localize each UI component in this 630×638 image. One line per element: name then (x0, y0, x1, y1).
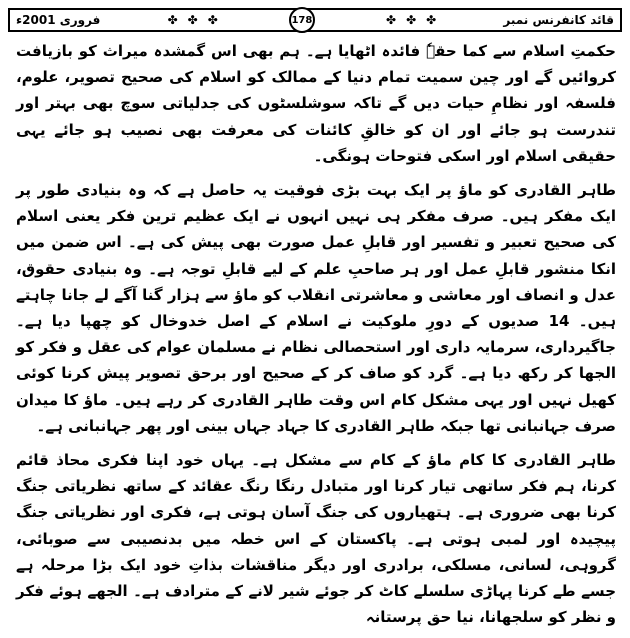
paragraph: حکمتِ اسلام سے کما حقہٗ فائدہ اٹھایا ہے۔ ہم بھی اس گمشدہ میراث کو بازیافت کروائیں گے اور چین سمیت تمام دنیا کے ممالک کو اسلام کی صحیح تصویر، علوم، فلسفہ اور نظامِ حیات دیں گے تاکہ سوشلسٹوں کی جدلیاتی سوچ بھی بہتر اور تندرست ہو جائے اور ان کو خالقِ کائنات کی معرفت بھی نصیب ہو جائے یہی حقیقی اسلام اور اسکی فتوحات ہونگی۔ (16, 42, 616, 165)
page-header (8, 8, 622, 32)
issue-date: فروری 2001ء (16, 13, 101, 27)
paragraph: طاہر القادری کا کام ماؤ کے کام سے مشکل ہے۔ یہاں خود اپنا فکری محاذ قائم کرنا، ہم فکر ساتھی تیار کرنا اور متبادل رنگا رنگ عقائد کے ساتھ نظریاتی جنگ کرنا بھی ضروری ہے۔ ہتھیاروں کی جنگ آسان ہوتی ہے، فکری اور نظریاتی جنگ پیچیدہ اور لمبی ہوتی ہے۔ پاکستان کے اس خطہ میں بدنصیبی سے صوبائی، گروہی، لسانی، مسلکی، برادری اور دیگر مناقشات بذاتِ خود ایک بڑا مرحلہ ہے جسے طے کرنا پہاڑی سلسلے کاٹ کر جوئے شیر لانے کے مترادف ہے۔ الجھے ہوئے فکر و نظر کو سلجھانا، نیا حق پرستانہ (16, 451, 616, 627)
paragraph: طاہر القادری کو ماؤ پر ایک بہت بڑی فوقیت یہ حاصل ہے کہ وہ بنیادی طور پر ایک مفکر ہیں۔ صرف مفکر ہی نہیں انہوں نے ایک عظیم ترین فکر یعنی اسلام کی صحیح تعبیر و تفسیر اور قابلِ عمل صورت بھی پیش کی ہے۔ اس ضمن میں انکا منشور قابلِ عمل اور ہر صاحبِ علم کے لیے قابلِ توجہ ہے۔ وہ بنیادی حقوق، عدل و انصاف اور معاشی و معاشرتی انقلاب کو ماؤ سے ہزار گنا آگے لے جانا چاہتے ہیں۔ 14 صدیوں کے دورِ ملوکیت نے اسلام کے اصل خدوخال کو چھپا دیا ہے۔ جاگیرداری، سرمایہ داری اور استحصالی نظام نے مسلمان عوام کی عقل و فکر کو الجھا کر رکھ دیا ہے۔ گرد کو صاف کر کے صحیح اور برحق تصویر پیش کرنا کوئی کھیل نہیں اور یہی مشکل کام اس وقت طاہر القادری کر رہے ہیں۔ ماؤ کا میدان صرف جہانبانی تھا جبکہ طاہر القادری کا جہاد جہاں بینی اور پھر جہانبانی ہے۔ (16, 181, 617, 435)
ornament-icon: ✤ (406, 13, 417, 27)
ornament-icon: ✤ (386, 13, 397, 27)
article-body (16, 38, 616, 638)
header-ornaments (100, 13, 284, 27)
ornament-icon: ✤ (167, 13, 178, 27)
ornament-icon: ✤ (426, 13, 437, 27)
ornament-icon: ✤ (187, 13, 198, 27)
page-number: 178 (289, 7, 315, 33)
ornament-icon: ✤ (207, 13, 218, 27)
journal-title: قائد کانفرنس نمبر (503, 13, 614, 27)
header-ornaments (319, 13, 503, 27)
